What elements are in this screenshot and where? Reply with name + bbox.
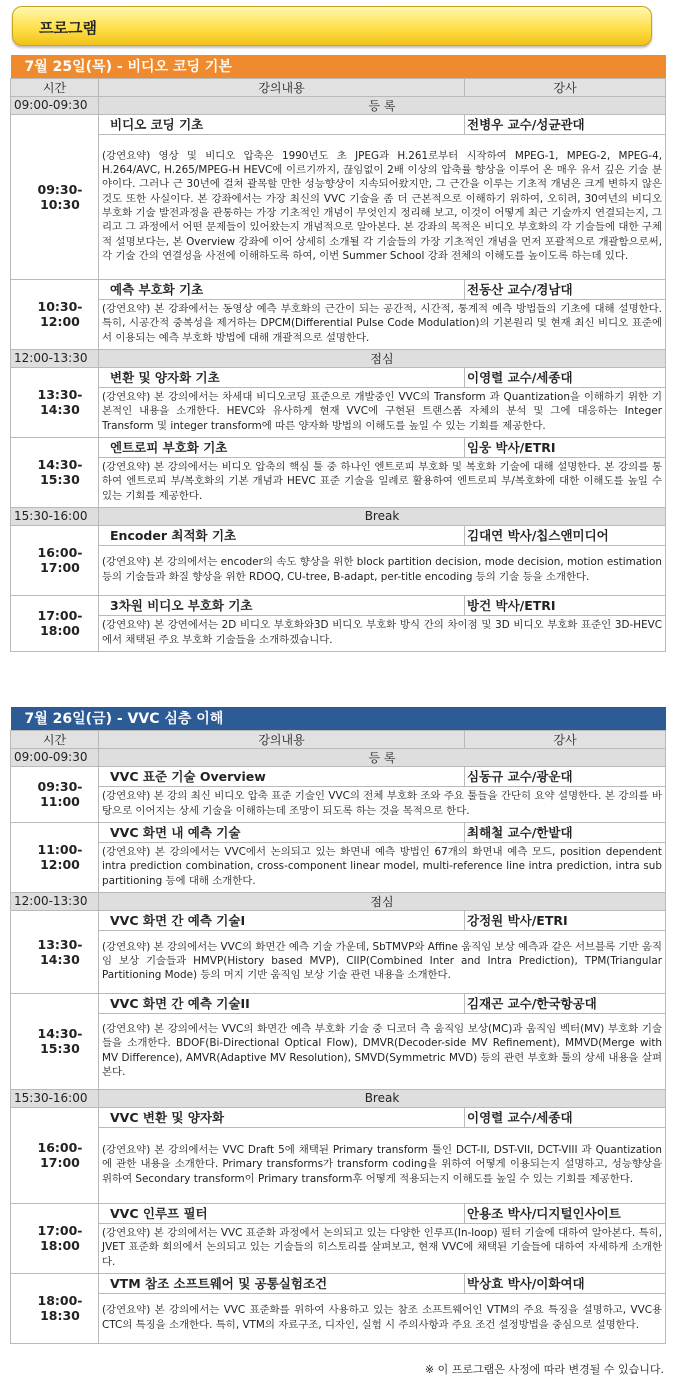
session-time: 09:30-10:30	[11, 114, 99, 279]
registration-label: 등 록	[99, 748, 666, 766]
session-time: 09:30-11:00	[11, 766, 99, 822]
session-description: (강연요약) 본 강좌에서는 동영상 예측 부호화의 근간이 되는 공간적, 시간적, 통계적 예측 방법들의 기초에 대해 설명한다. 특히, 시공간적 중복성을 제거하는 DPCM(Differential Pulse Code Modulation)의 기본원리 및 현재 최신 비디오 표준에서 이용되는 예측 부호화 방법에 대해 개괄적으로 설명한다.	[99, 299, 666, 349]
break-time: 15:30-16:00	[11, 1089, 99, 1107]
session-lecturer: 강정원 박사/ETRI	[465, 910, 666, 930]
session-topic: 변환 및 양자화 기초	[99, 367, 465, 387]
session-time: 10:30-12:00	[11, 279, 99, 349]
session-description: (강연요약) 본 강의에서는 encoder의 속도 향상을 위한 block partition decision, mode decision, motion estimation 등의 기술들과 화질 향상을 위한 RDOQ, CU-tree, B-adapt, per-title encoding 등의 기술 등을 소개한다.	[99, 545, 666, 595]
session-description: (강연요약) 본 강의에서는 VVC Draft 5에 채택된 Primary transform 툴인 DCT-II, DST-VII, DCT-VIII 과 Quantization에 관한 내용을 소개한다. Primary transforms가 transform coding을 위하여 어떻게 이용되는지 설명하고, 성능향상을 위하여 Secondary transform이 Primary transform후 어떻게 적용되는지 이해도를 높일 수 있는 기회를 제공한다.	[99, 1127, 666, 1203]
session-time: 13:30-14:30	[11, 367, 99, 437]
page-title: 프로그램	[39, 19, 97, 37]
session-topic: 엔트로피 부호화 기초	[99, 437, 465, 457]
session-time: 14:30-15:30	[11, 993, 99, 1089]
session-topic: 비디오 코딩 기초	[99, 114, 465, 134]
session-topic: VVC 인루프 필터	[99, 1203, 465, 1223]
session-topic: VVC 화면 간 예측 기술I	[99, 910, 465, 930]
header-content: 강의내용	[99, 730, 465, 748]
day1-title: 7월 25일(목) - 비디오 코딩 기본	[11, 55, 666, 78]
session-description: (강연요약) 본 강의에서는 차세대 비디오코딩 표준으로 개발중인 VVC의 Transform 과 Quantization을 이해하기 위한 기본적인 내용을 소개한다. HEVC와 유사하게 현재 VVC에 구현된 트랜스폼 자체의 분석 및 그에 대응하는 Integer Transform 및 integer transform에 따른 양자화 방법의 이해도를 높일 수 있는 기회를 제공한다.	[99, 387, 666, 437]
session-description: (강연요약) 본 강의에서는 VVC에서 논의되고 있는 화면내 예측 방법인 67개의 화면내 예측 모드, position dependent intra prediction combination, cross-component linear model, multi-reference line intra prediction, intra sub partitioning 등에 대해 소개한다.	[99, 842, 666, 892]
session-lecturer: 임웅 박사/ETRI	[465, 437, 666, 457]
lunch-label: 점심	[99, 349, 666, 367]
session-lecturer: 전동산 교수/경남대	[465, 279, 666, 299]
session-description: (강연요약) 본 강의에서는 VVC 표준화 과정에서 논의되고 있는 다양한 인루프(In-loop) 필터 기술에 대하여 알아본다. 특히, JVET 표준화 회의에서 논의되고 있는 기술들의 히스토리를 살펴보고, 현재 VVC에 채택된 기술들에 대하여 자세하게 소개한다.	[99, 1223, 666, 1273]
session-time: 16:00-17:00	[11, 525, 99, 595]
session-description: (강연요약) 본 강의에서는 VVC의 화면간 예측 기술 가운데, SbTMVP와 Affine 움직임 보상 예측과 같은 서브블록 기반 움직임 보상 기술들과 HMVP(History based MVP), CIIP(Combined Inter and Intra Prediction), TPM(Triangular Partitioning Mode) 등의 머지 기반 움직임 보상 기술 관련 내용을 소개한다.	[99, 930, 666, 993]
session-time: 17:00-18:00	[11, 1203, 99, 1273]
session-description: (강연요약) 본 강의에서는 VVC의 화면간 예측 부호화 기술 중 디코더 측 움직임 보상(MC)과 움직임 벡터(MV) 부호화 기술들을 소개한다. BDOF(Bi-Directional Optical Flow), DMVR(Decoder-side MV Refinement), MMVD(Merge with MV Difference), AMVR(Adaptive MV Resolution), SMVD(Symmetric MVD) 등의 관련 부호화 툴의 상세 내용을 살펴본다.	[99, 1013, 666, 1089]
footer-note: ※ 이 프로그램은 사정에 따라 변경될 수 있습니다.	[424, 1363, 664, 1376]
day2-title: 7월 26일(금) - VVC 심층 이해	[11, 707, 666, 730]
session-time: 16:00-17:00	[11, 1107, 99, 1203]
break-time: 15:30-16:00	[11, 507, 99, 525]
session-lecturer: 안용조 박사/디지털인사이트	[465, 1203, 666, 1223]
session-lecturer: 이영렬 교수/세종대	[465, 1107, 666, 1127]
session-lecturer: 박상효 박사/이화여대	[465, 1273, 666, 1293]
registration-time: 09:00-09:30	[11, 748, 99, 766]
session-lecturer: 심동규 교수/광운대	[465, 766, 666, 786]
session-topic: VVC 표준 기술 Overview	[99, 766, 465, 786]
lunch-time: 12:00-13:30	[11, 892, 99, 910]
session-description: (강연요약) 영상 및 비디오 압축은 1990년도 초 JPEG과 H.261로부터 시작하여 MPEG-1, MPEG-2, MPEG-4, H.264/AVC, H.265/MPEG-H HEVC에 이르기까지, 끊임없이 2배 이상의 압축률 향상을 이루어 온 매우 유서 깊은 기술 분야이다. 그러나 근 30년에 걸쳐 괄목할 만한 성능향상이 지속되어왔지만, 그 근간을 이루는 기초적 개념은 크게 변하지 않은 것도 또한 사실이다. 본 강좌에서는 가장 최신의 VVC 기술을 좀 더 근본적으로 이해하기 위하여, 오히려, 30여년의 비디오 부호화 기술 발전과정을 관통하는 가장 기초적인 개념이 무엇인지 정리해 보고, 이것이 어떻게 최근 기술까지 연결되는지, 그리고 그 과정에서 어떤 문제들이 있어왔는지 개념적으로 알아본다. 본 강좌의 목적은 비디오 부호화의 각 기술들에 대한 구체적 설명보다는, 본 Overview 강좌에 이어 상세히 소개될 각 기술들의 가장 기초적인 개념을 먼저 포괄적으로 개괄함으로써, 각 기술 간의 연결성을 사전에 이해하도록 하여, 이번 Summer School 강좌 전체의 이해도를 높이도록 하는데 있다.	[99, 134, 666, 279]
session-lecturer: 김대연 박사/칩스앤미디어	[465, 525, 666, 545]
session-topic: VVC 화면 내 예측 기술	[99, 822, 465, 842]
session-description: (강연요약) 본 강의에서는 비디오 압축의 핵심 툴 중 하나인 엔트로피 부호화 및 복호화 기술에 대해 설명한다. 본 강의를 통하여 엔트로피 부/복호화의 기본 개념과 HEVC 표준 기술을 일례로 활용하여 엔트로피 부/복호화에 대한 이해도를 높일 수 있는 기회를 제공한다.	[99, 457, 666, 507]
session-topic: 예측 부호화 기초	[99, 279, 465, 299]
session-topic: Encoder 최적화 기초	[99, 525, 465, 545]
break-label: Break	[99, 1089, 666, 1107]
program-title-banner	[12, 6, 652, 46]
header-lecturer: 강사	[465, 78, 666, 96]
session-description: (강연요약) 본 강의 최신 비디오 압축 표준 기술인 VVC의 전체 부호화 조와 주요 툴들을 간단히 요약 설명한다. 본 강의를 바탕으로 이어지는 상세 기술을 이해하는데 조망이 되도록 하는 것을 목적으로 한다.	[99, 786, 666, 822]
session-lecturer: 김재곤 교수/한국항공대	[465, 993, 666, 1013]
session-description: (강연요약) 본 강연에서는 2D 비디오 부호화와3D 비디오 부호화 방식 간의 차이점 및 3D 비디오 부호화 표준인 3D-HEVC에서 채택된 주요 부호화 기술들을 소개하겠습니다.	[99, 615, 666, 651]
registration-label: 등 록	[99, 96, 666, 114]
session-topic: VVC 화면 간 예측 기술II	[99, 993, 465, 1013]
session-time: 11:00-12:00	[11, 822, 99, 892]
session-description: (강연요약) 본 강의에서는 VVC 표준화를 위하여 사용하고 있는 참조 소프트웨어인 VTM의 주요 특징을 설명하고, VVC용 CTC의 특징을 소개한다. 특히, VTM의 자료구조, 디자인, 실험 시 주의사항과 주요 조건 설정방법을 중심으로 설명한다.	[99, 1293, 666, 1343]
session-time: 18:00-18:30	[11, 1273, 99, 1343]
registration-time: 09:00-09:30	[11, 96, 99, 114]
day1-schedule-table	[10, 55, 666, 652]
session-topic: 3차원 비디오 부호화 기초	[99, 595, 465, 615]
header-time: 시간	[11, 78, 99, 96]
session-time: 13:30-14:30	[11, 910, 99, 993]
lunch-label: 점심	[99, 892, 666, 910]
header-time: 시간	[11, 730, 99, 748]
session-lecturer: 방건 박사/ETRI	[465, 595, 666, 615]
session-lecturer: 전병우 교수/성균관대	[465, 114, 666, 134]
header-lecturer: 강사	[465, 730, 666, 748]
session-lecturer: 이영렬 교수/세종대	[465, 367, 666, 387]
session-time: 17:00-18:00	[11, 595, 99, 651]
break-label: Break	[99, 507, 666, 525]
lunch-time: 12:00-13:30	[11, 349, 99, 367]
session-time: 14:30-15:30	[11, 437, 99, 507]
session-topic: VVC 변환 및 양자화	[99, 1107, 465, 1127]
session-lecturer: 최해철 교수/한밭대	[465, 822, 666, 842]
day2-schedule-table	[10, 707, 666, 1344]
session-topic: VTM 참조 소프트웨어 및 공통실험조건	[99, 1273, 465, 1293]
header-content: 강의내용	[99, 78, 465, 96]
